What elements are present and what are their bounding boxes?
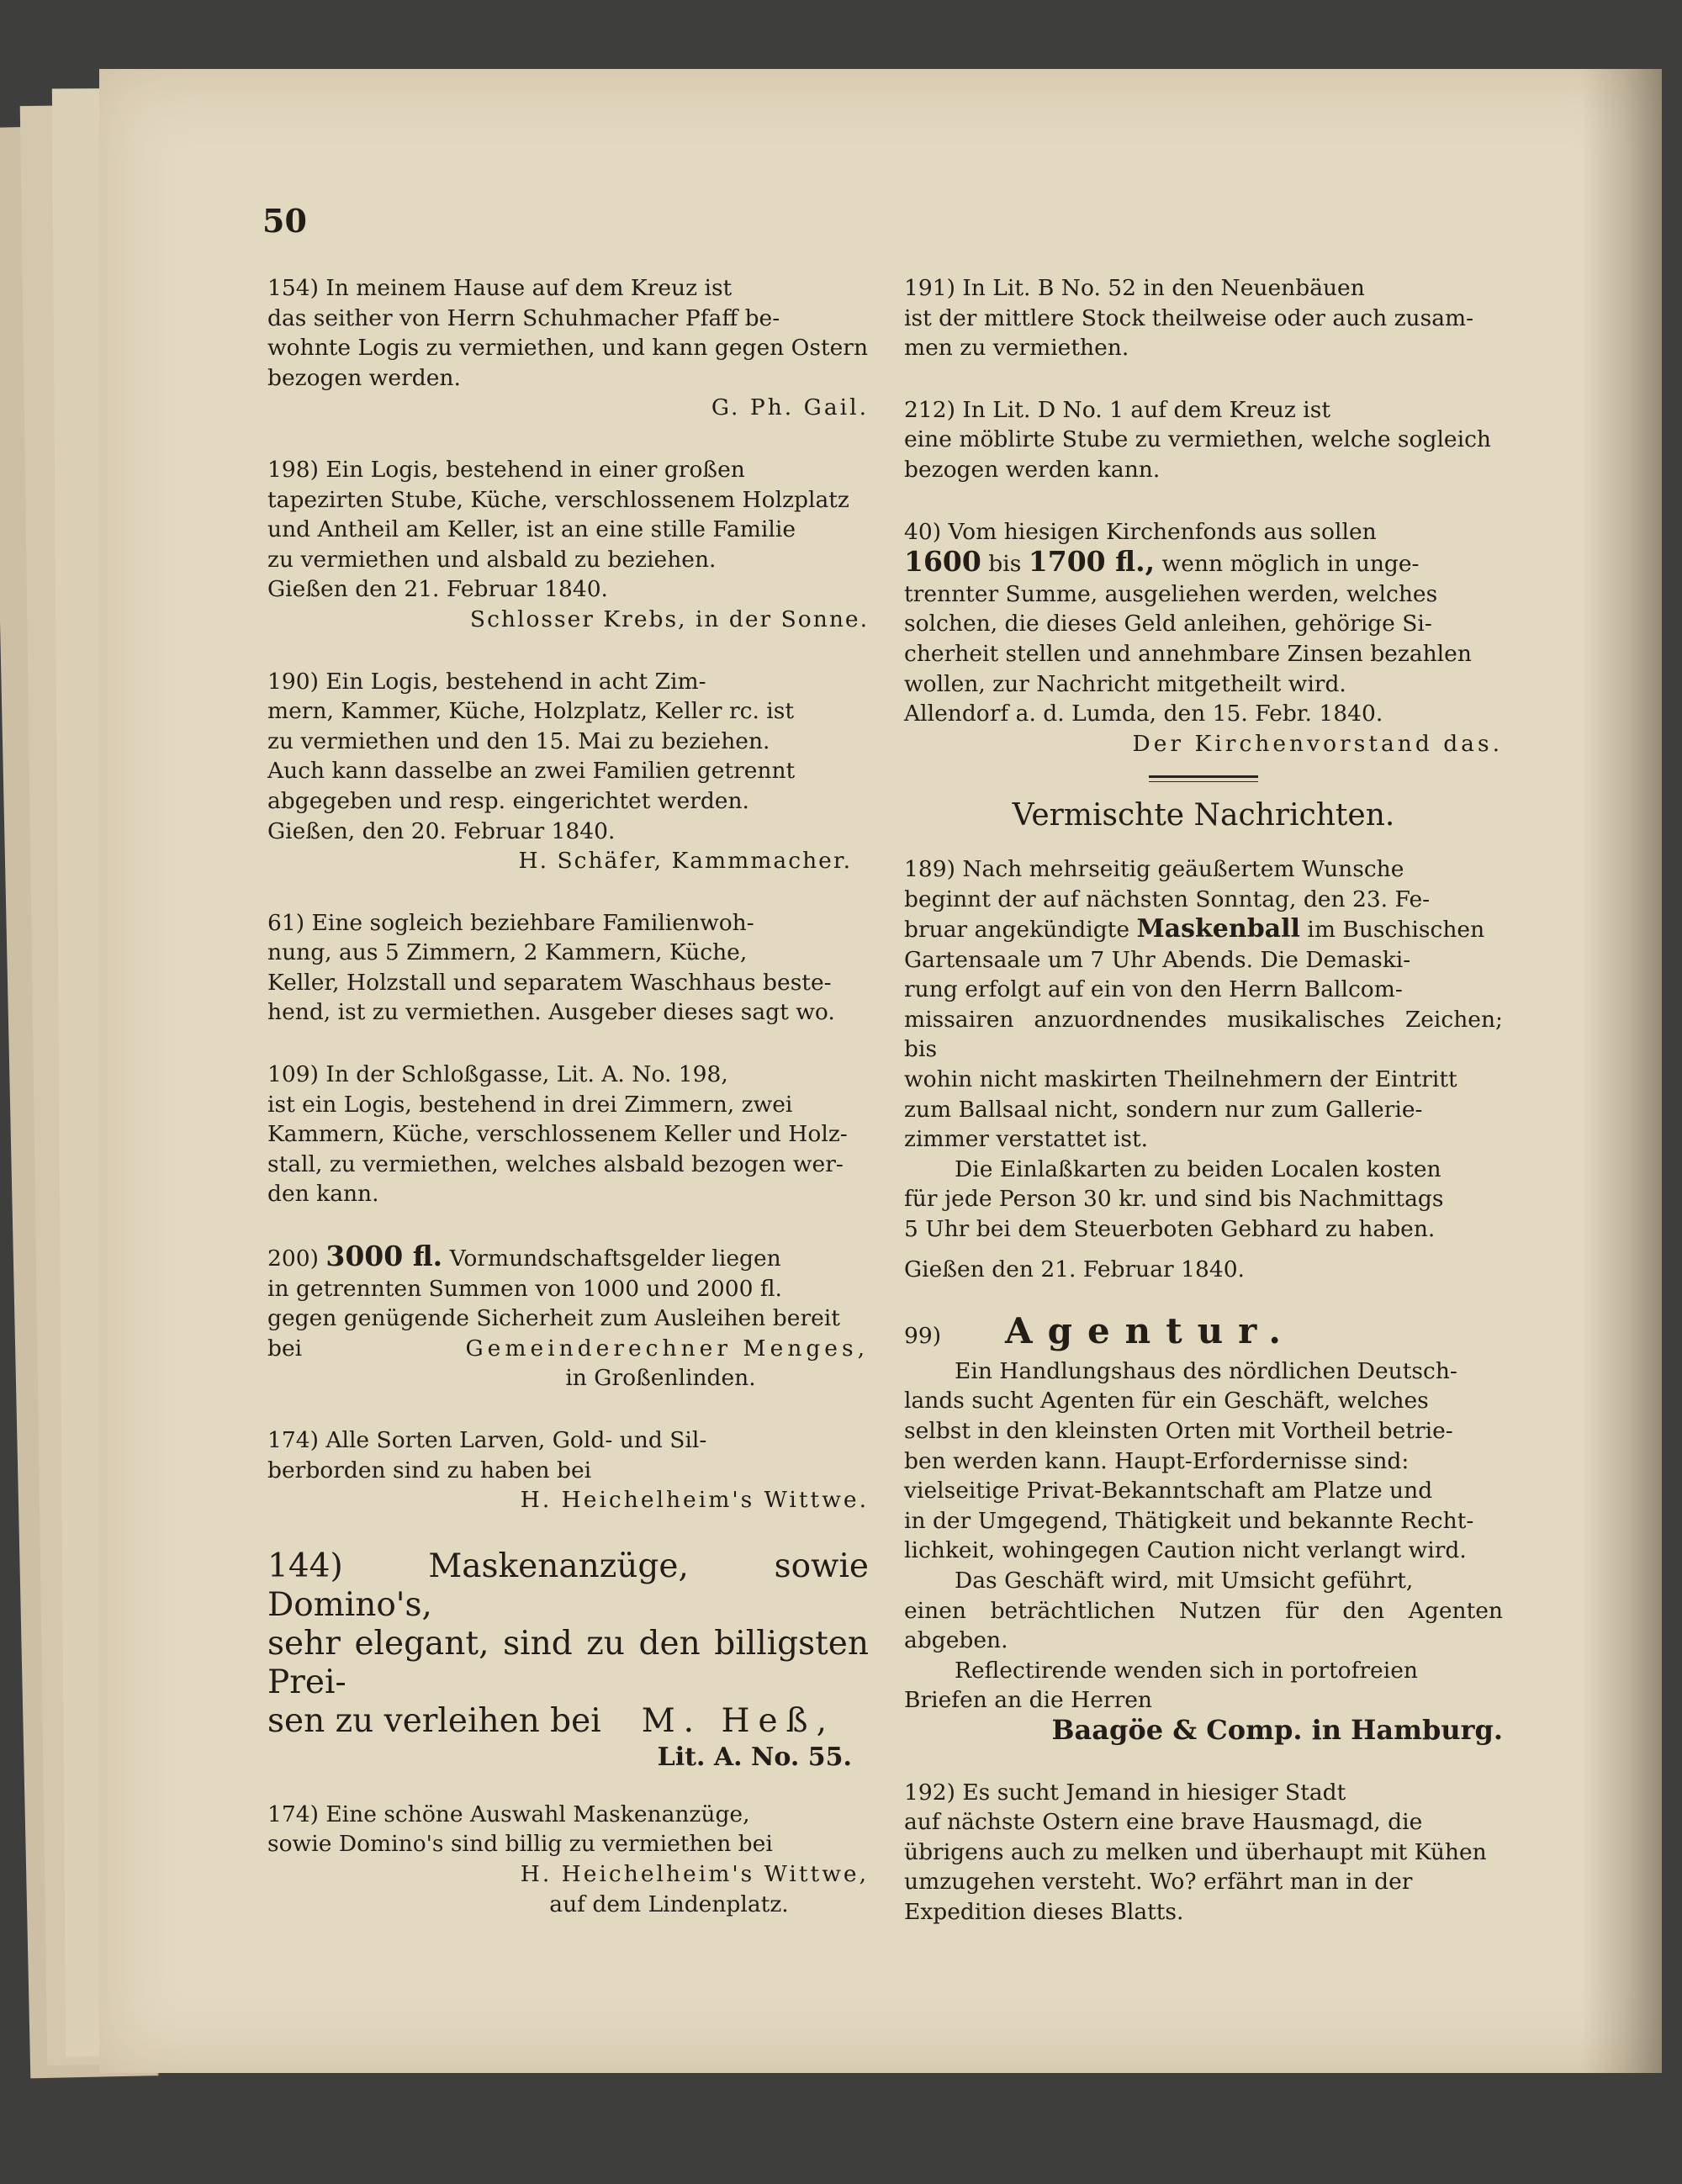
address-line <box>267 1741 869 1774</box>
text-line: men zu vermiethen. <box>904 335 1129 362</box>
text-line <box>904 914 1503 945</box>
text-line: Keller, Holzstall und separatem Waschhaus beste- <box>267 969 832 996</box>
place-date: Allendorf a. d. Lumda, den 15. Febr. 1840. <box>904 701 1383 727</box>
page-number: 50 <box>262 202 307 240</box>
ad-title: Agentur. <box>1005 1310 1297 1352</box>
text-line: 198) Ein Logis, bestehend in einer großen <box>267 456 745 483</box>
address: Lit. A. No. 55. <box>657 1742 852 1772</box>
signature: Der Kirchenvorstand das. <box>1132 730 1503 757</box>
ad-154 <box>267 273 869 423</box>
text-line: 190) Ein Logis, bestehend in acht Zim- <box>267 668 706 695</box>
signature: M. Heß, <box>641 1701 835 1740</box>
ad-191 <box>904 273 1503 363</box>
text-line: sowie Domino's sind billig zu vermiethen bei <box>267 1831 773 1858</box>
text-line: bezogen werden. <box>267 364 461 391</box>
text-line <box>267 1334 869 1364</box>
signature: G. Ph. Gail. <box>711 394 869 421</box>
ad-189 <box>904 854 1503 1284</box>
text-fragment: bei <box>267 1335 303 1362</box>
text-line: übrigens auch zu melken und überhaupt mit Kühen <box>904 1838 1487 1865</box>
text-line: und Antheil am Keller, ist an eine stille Familie <box>267 516 796 543</box>
ad-144 <box>267 1547 869 1774</box>
text-line: 109) In der Schloßgasse, Lit. A. No. 198, <box>267 1061 728 1088</box>
text-line: 174) Eine schöne Auswahl Maskenanzüge, <box>267 1801 750 1827</box>
text-line: zu vermiethen und alsbald zu beziehen. <box>267 546 717 573</box>
ad-190 <box>267 667 869 876</box>
text-line: mern, Kammer, Küche, Holzplatz, Keller rc. ist <box>267 698 795 725</box>
highlight-text: Maskenball <box>1136 914 1300 944</box>
signer-place: in Großenlinden. <box>565 1365 756 1392</box>
signature: H. Heichelheim's Wittwe. <box>520 1487 869 1514</box>
text-line: Gartensaale um 7 Uhr Abends. Die Demaski- <box>904 946 1411 973</box>
text-line: ben werden kann. Haupt-Erfordernisse sind: <box>904 1447 1410 1474</box>
section-title: Vermischte Nachrichten. <box>1012 798 1395 833</box>
text-line: berborden sind zu haben bei <box>267 1457 592 1483</box>
text-line: Das Geschäft wird, mit Umsicht geführt, <box>955 1567 1414 1594</box>
text-fragment: im Buschischen <box>1307 917 1485 944</box>
text-line: wohnte Logis zu vermiethen, und kann gegen Ostern <box>267 335 869 362</box>
book-gutter <box>1581 69 1662 2073</box>
ad-198 <box>267 455 869 635</box>
text-line: einen beträchtlichen Nutzen für den Agenten abgeben. <box>904 1597 1503 1654</box>
text-line: stall, zu vermiethen, welches alsbald bezogen wer- <box>267 1150 844 1177</box>
ad-40 <box>904 517 1503 759</box>
text-line: ist der mittlere Stock theilweise oder auch zusam- <box>904 304 1474 331</box>
text-line: zimmer verstattet ist. <box>904 1126 1149 1153</box>
address: auf dem Lindenplatz. <box>549 1891 789 1917</box>
ad-61 <box>267 908 869 1028</box>
text-line: 191) In Lit. B No. 52 in den Neuenbäuen <box>904 275 1365 301</box>
text-line <box>267 1241 869 1274</box>
text-line: beginnt der auf nächsten Sonntag, den 23. Fe- <box>904 886 1431 912</box>
text-line: 154) In meinem Hause auf dem Kreuz ist <box>267 275 733 301</box>
firm-name: Baagöe & Comp. in Hamburg. <box>1051 1713 1503 1746</box>
text-fragment: sen zu verleihen bei <box>267 1701 601 1740</box>
text-line: den kann. <box>267 1181 379 1208</box>
text-line: hend, ist zu vermiethen. Ausgeber dieses sagt wo. <box>267 999 835 1026</box>
text-line: Reflectirende wenden sich in portofreien <box>955 1657 1418 1684</box>
text-fragment: bis <box>988 551 1022 578</box>
signature: H. Schäfer, Kammmacher. <box>518 848 852 875</box>
text-line: 144) Maskenanzüge, sowie Domino's, <box>267 1547 869 1624</box>
text-line: zu vermiethen und den 15. Mai zu beziehen. <box>267 727 770 754</box>
place-date: Gießen den 21. Februar 1840. <box>904 1256 1245 1282</box>
text-fragment: bruar angekündigte <box>904 917 1130 944</box>
text-line: tapezirten Stube, Küche, verschlossenem Holzplatz <box>267 486 849 513</box>
text-line: 61) Eine sogleich beziehbare Familienwoh- <box>267 909 754 936</box>
text-line: gegen genügende Sicherheit zum Ausleihen bereit <box>267 1305 840 1332</box>
text-line: Kammern, Küche, verschlossenem Keller und Holz- <box>267 1121 848 1148</box>
right-column <box>904 273 1503 1959</box>
ad-200 <box>267 1241 869 1393</box>
ad-174b <box>267 1800 869 1919</box>
text-line: lichkeit, wohingegen Caution nicht verlangt wird. <box>904 1537 1467 1564</box>
ad-109 <box>267 1060 869 1209</box>
amount: 1600 <box>904 545 981 579</box>
left-column <box>267 273 869 1951</box>
ad-212 <box>904 395 1503 485</box>
text-line: Briefen an die Herren <box>904 1687 1152 1714</box>
signature: H. Heichelheim's Wittwe, <box>520 1860 869 1887</box>
text-line: Auch kann dasselbe an zwei Familien getrennt <box>267 758 796 785</box>
text-line: ist ein Logis, bestehend in drei Zimmern, zwei <box>267 1091 793 1118</box>
place-date: Gießen, den 20. Februar 1840. <box>267 817 616 844</box>
text-line: cherheit stellen und annehmbare Zinsen bezahlen <box>904 640 1472 667</box>
ad-99 <box>904 1310 1503 1746</box>
text-line: 212) In Lit. D No. 1 auf dem Kreuz ist <box>904 396 1330 423</box>
place-date: Gießen den 21. Februar 1840. <box>267 576 608 603</box>
text-line: bezogen werden kann. <box>904 456 1161 483</box>
text-line: rung erfolgt auf ein von den Herrn Ballcom- <box>904 976 1403 1003</box>
ad-192 <box>904 1778 1503 1928</box>
text-line: eine möblirte Stube zu vermiethen, welche sogleich <box>904 426 1491 453</box>
ad-174a <box>267 1425 869 1515</box>
text-line: vielseitige Privat-Bekanntschaft am Platze und <box>904 1478 1433 1504</box>
text-fragment: Vormundschaftsgelder liegen <box>449 1245 781 1272</box>
text-line: wohin nicht maskirten Theilnehmern der Eintritt <box>904 1066 1457 1093</box>
text-line: lands sucht Agenten für ein Geschäft, welches <box>904 1388 1429 1415</box>
text-line: 5 Uhr bei dem Steuerboten Gebhard zu haben. <box>904 1216 1436 1243</box>
text-line: 192) Es sucht Jemand in hiesiger Stadt <box>904 1779 1346 1806</box>
text-line: 174) Alle Sorten Larven, Gold- und Sil- <box>267 1427 707 1453</box>
text-line: Expedition dieses Blatts. <box>904 1898 1184 1925</box>
text-line: auf nächste Ostern eine brave Hausmagd, die <box>904 1809 1423 1836</box>
signature: Schlosser Krebs, in der Sonne. <box>469 605 869 632</box>
text-line: 40) Vom hiesigen Kirchenfonds aus sollen <box>904 518 1377 545</box>
text-fragment: wenn möglich in unge- <box>1161 551 1420 578</box>
text-line: 189) Nach mehrseitig geäußertem Wunsche <box>904 855 1404 882</box>
text-line: trennter Summe, ausgeliehen werden, welches <box>904 580 1438 607</box>
text-line <box>904 547 1503 579</box>
signature: Gemeinderechner Menges, <box>465 1335 869 1362</box>
text-line: umzugehen versteht. Wo? erfährt man in der <box>904 1869 1413 1896</box>
text-line: zum Ballsaal nicht, sondern nur zum Gallerie- <box>904 1096 1423 1123</box>
text-line: sehr elegant, sind zu den billigsten Prei- <box>267 1624 869 1701</box>
section-divider <box>1149 775 1258 782</box>
amount: 1700 fl., <box>1028 545 1156 579</box>
text-line: für jede Person 30 kr. und sind bis Nachmittags <box>904 1186 1444 1213</box>
ad-number: 200) <box>267 1245 319 1272</box>
text-line <box>267 1702 869 1741</box>
text-line: Die Einlaßkarten zu beiden Localen kosten <box>955 1155 1441 1182</box>
text-line: wollen, zur Nachricht mitgetheilt wird. <box>904 670 1346 697</box>
text-line: selbst in den kleinsten Orten mit Vortheil betrie- <box>904 1418 1453 1444</box>
ad-number: 99) <box>904 1323 942 1350</box>
text-line: das seither von Herrn Schuhmacher Pfaff be- <box>267 304 780 331</box>
text-line: nung, aus 5 Zimmern, 2 Kammern, Küche, <box>267 939 748 966</box>
text-line: Ein Handlungshaus des nördlichen Deutsch- <box>955 1357 1457 1384</box>
amount: 3000 fl. <box>325 1240 443 1273</box>
text-line: in getrennten Summen von 1000 und 2000 fl. <box>267 1275 782 1302</box>
text-line: missairen anzuordnendes musikalisches Zeichen; bis <box>904 1006 1503 1063</box>
text-line: solchen, die dieses Geld anleihen, gehörige Si- <box>904 611 1432 637</box>
text-line: in der Umgegend, Thätigkeit und bekannte Recht- <box>904 1507 1474 1534</box>
text-line: abgegeben und resp. eingerichtet werden. <box>267 787 749 814</box>
ad-header <box>904 1310 1503 1352</box>
